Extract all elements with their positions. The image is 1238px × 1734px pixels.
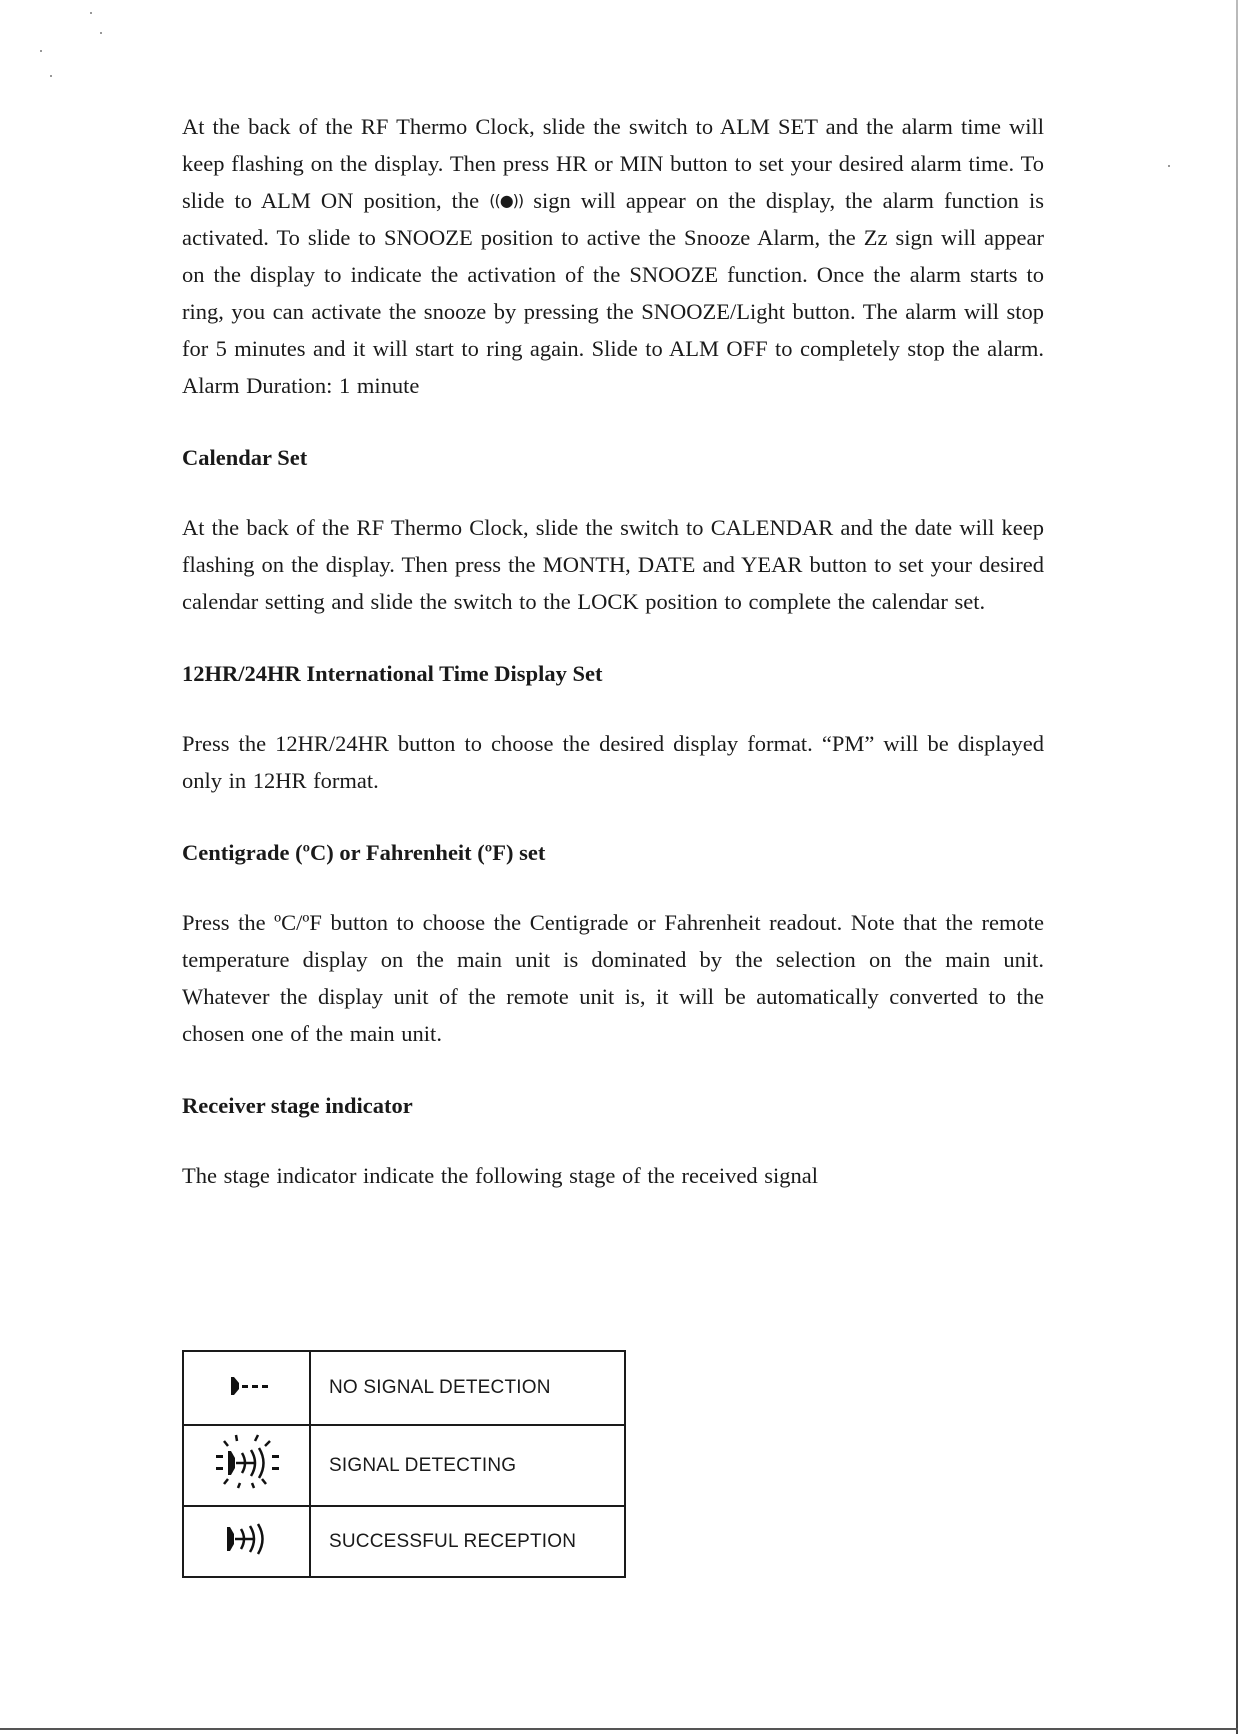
indicator-icon-cell bbox=[183, 1506, 310, 1577]
temperature-paragraph: Press the ºC/ºF button to choose the Centigrade or Fahrenheit readout. Note that the remote temperature display on the main unit is dominated by the selection on the main unit. Whatever the display unit of the remote unit is, it will be automatically converted to the chosen one of the main unit. bbox=[182, 910, 1044, 1046]
indicator-label: NO SIGNAL DETECTION bbox=[310, 1351, 625, 1425]
table-row bbox=[183, 1351, 625, 1425]
signal-detecting-icon bbox=[202, 1428, 292, 1498]
table-row bbox=[183, 1506, 625, 1577]
document-page bbox=[182, 108, 1044, 1194]
indicator-icon-cell bbox=[183, 1351, 310, 1425]
receiver-stage-table bbox=[182, 1350, 626, 1578]
scan-speck bbox=[40, 50, 42, 52]
time-display-heading: 12HR/24HR International Time Display Set bbox=[182, 661, 603, 686]
table-row bbox=[183, 1425, 625, 1506]
alarm-paragraph bbox=[182, 108, 1044, 404]
scan-edge-bottom bbox=[0, 1728, 1238, 1730]
calendar-paragraph: At the back of the RF Thermo Clock, slide the switch to CALENDAR and the date will keep flashing on the display. Then press the MONTH, DATE and YEAR button to set your desired calendar setting and slide the switch to the LOCK position to complete the calendar set. bbox=[182, 515, 1044, 614]
signal-none-icon bbox=[217, 1371, 277, 1401]
signal-received-icon bbox=[217, 1519, 277, 1559]
alarm-text-end: sign will appear on the display, the alarm function is activated. To slide to SNOOZE position to active the Snooze Alarm, the Zz sign will appear on the display to indicate the activation of the SNOOZE function. Once the alarm starts to ring, you can activate the snooze by pressing the SNOOZE/Light button. The alarm will stop for 5 minutes and it will start to ring again. Slide to ALM OFF to completely stop the alarm. Alarm Duration: 1 minute bbox=[182, 188, 1044, 398]
scan-speck bbox=[50, 75, 52, 77]
alarm-text-start: At the back of the RF Thermo Clock, slide the switch to ALM SET and the alarm time will keep flashing on the display. Then press HR or MIN button to set your desired alarm time. To slide to ALM ON position, the bbox=[182, 114, 1044, 213]
scan-speck bbox=[100, 32, 102, 34]
receiver-heading: Receiver stage indicator bbox=[182, 1093, 413, 1118]
time-display-paragraph: Press the 12HR/24HR button to choose the desired display format. “PM” will be displayed only in 12HR format. bbox=[182, 731, 1044, 793]
indicator-icon-cell bbox=[183, 1425, 310, 1506]
scan-speck bbox=[90, 12, 92, 14]
indicator-label: SUCCESSFUL RECEPTION bbox=[310, 1506, 625, 1577]
temperature-heading: Centigrade (ºC) or Fahrenheit (ºF) set bbox=[182, 840, 546, 865]
receiver-paragraph: The stage indicator indicate the following stage of the received signal bbox=[182, 1163, 819, 1188]
calendar-heading: Calendar Set bbox=[182, 445, 308, 470]
indicator-label: SIGNAL DETECTING bbox=[310, 1425, 625, 1506]
scan-speck bbox=[1168, 165, 1170, 167]
alarm-sign-icon: ((●)) bbox=[489, 191, 524, 210]
